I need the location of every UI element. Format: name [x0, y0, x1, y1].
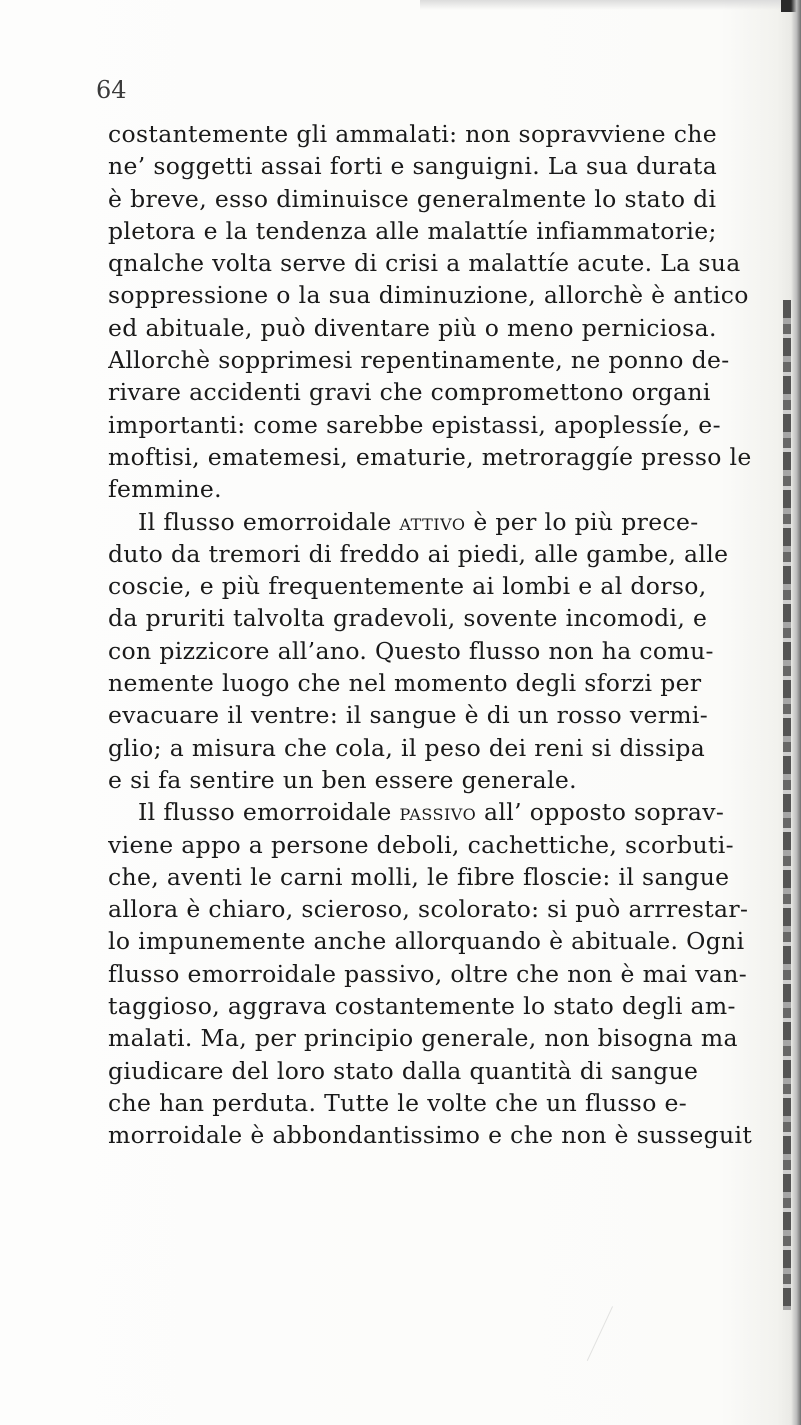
page-number: 64	[96, 76, 127, 104]
text-line: viene appo a persone deboli, cachettiche, scorbuti-	[108, 830, 734, 859]
text-line: nemente luogo che nel momento degli sforzi per	[108, 669, 702, 698]
body-text	[108, 118, 780, 1152]
line-end: all’ opposto soprav-	[476, 798, 725, 827]
text-line: coscie, e più frequentemente ai lombi e al dorso,	[108, 572, 707, 601]
text-line: ne’ soggetti assai forti e sanguigni. La sua durata	[108, 152, 718, 181]
text-line: ed abituale, può diventare più o meno perniciosa.	[108, 313, 717, 342]
text-line: lo impunemente anche allorquando è abituale. Ogni	[108, 927, 745, 956]
text-line: duto da tremori di freddo ai piedi, alle gambe, alle	[108, 539, 729, 568]
text-line: femmine.	[108, 475, 223, 504]
text-line: da pruriti talvolta gradevoli, sovente incomodi, e	[108, 604, 708, 633]
text-line: soppressione o la sua diminuzione, allorchè è antico	[108, 281, 749, 310]
adjacent-page-bleed	[783, 300, 791, 1310]
term-passivo: passivo	[399, 798, 477, 827]
text-line: e si fa sentire un ben essere generale.	[108, 765, 577, 794]
paragraph-first-line	[108, 506, 780, 538]
text-line: rivare accidenti gravi che compromettono organi	[108, 378, 711, 407]
text-line: Allorchè sopprimesi repentinamente, ne ponno de-	[108, 346, 730, 375]
text-line: moftisi, ematemesi, ematurie, metroraggíe presso le	[108, 442, 752, 471]
line-end: è per lo più prece-	[465, 507, 699, 536]
page-gutter-shadow	[791, 0, 801, 1425]
paper-mark	[587, 1306, 640, 1373]
text-line: allora è chiaro, scieroso, scolorato: si può arrrestar-	[108, 895, 749, 924]
text-line: che, aventi le carni molli, le fibre floscie: il sangue	[108, 862, 730, 891]
text-line: taggioso, aggrava costantemente lo stato degli am-	[108, 992, 736, 1021]
text-line: qnalche volta serve di crisi a malattíe acute. La sua	[108, 249, 741, 278]
text-line: glio; a misura che cola, il peso dei reni si dissipa	[108, 733, 706, 762]
text-line: evacuare il ventre: il sangue è di un rosso vermi-	[108, 701, 709, 730]
line-start: Il flusso emorroidale	[138, 798, 400, 827]
text-line: malati. Ma, per principio generale, non bisogna ma	[108, 1024, 738, 1053]
term-attivo: attivo	[399, 507, 466, 536]
text-line: pletora e la tendenza alle malattíe infiammatorie;	[108, 216, 717, 245]
text-line: morroidale è abbondantissimo e che non è susseguit	[108, 1121, 753, 1150]
text-line: flusso emorroidale passivo, oltre che non è mai van-	[108, 959, 748, 988]
paragraph-first-line	[108, 796, 780, 828]
line-start: Il flusso emorroidale	[138, 507, 400, 536]
text-line: con pizzicore all’ano. Questo flusso non ha comu-	[108, 636, 714, 665]
page-top-shadow	[420, 0, 801, 10]
text-line: che han perduta. Tutte le volte che un flusso e-	[108, 1088, 688, 1117]
text-line: è breve, esso diminuisce generalmente lo stato di	[108, 184, 717, 213]
text-line: importanti: come sarebbe epistassi, apoplessíe, e-	[108, 410, 721, 439]
text-line: costantemente gli ammalati: non sopravviene che	[108, 120, 717, 148]
text-line: giudicare del loro stato dalla quantità di sangue	[108, 1056, 699, 1085]
